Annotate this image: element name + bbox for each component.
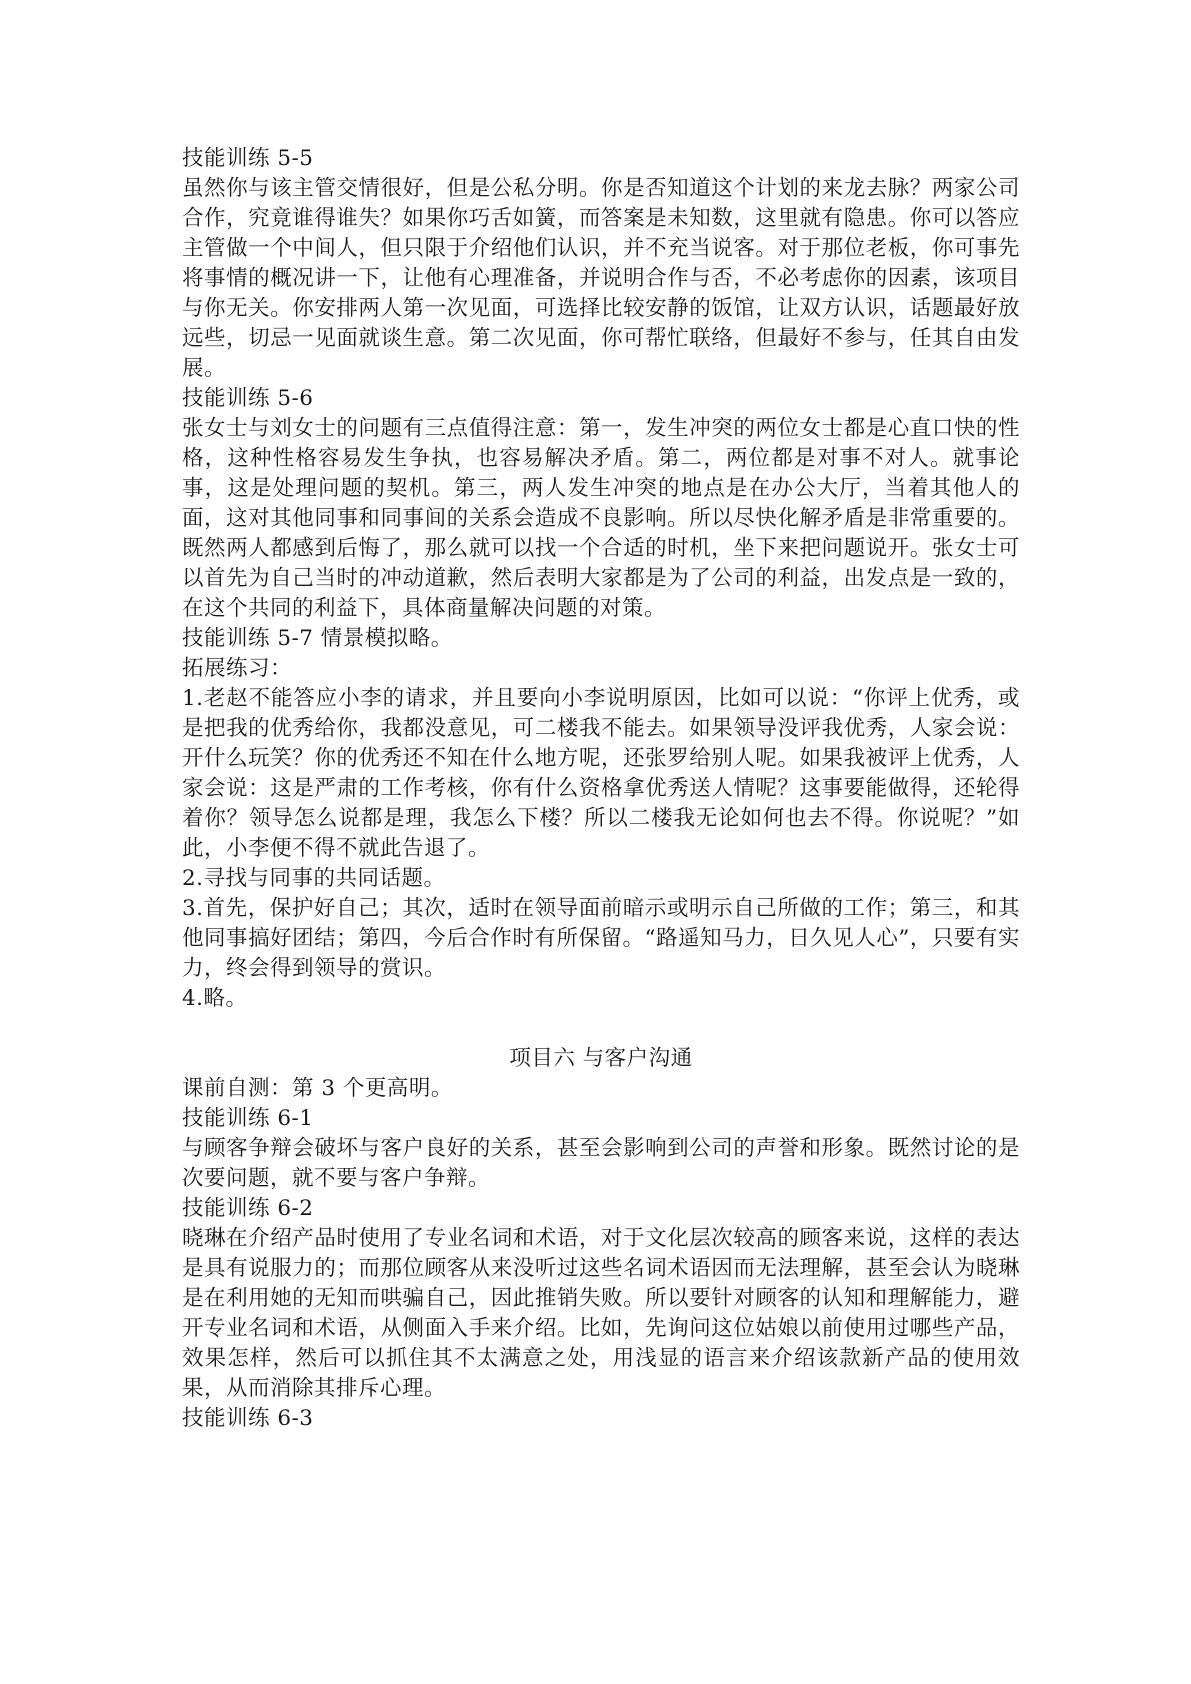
document-page: [182, 144, 1020, 1434]
extension-item-1: 1.老赵不能答应小李的请求，并且要向小李说明原因，比如可以说：“你评上优秀，或是把我的优秀给你，我都没意见，可二楼我不能去。如果领导没评我优秀，人家会说：开什么玩笑？你的优秀还不知在什么地方呢，还张罗给别人呢。如果我被评上优秀，人家会说：这是严肃的工作考核，你有什么资格拿优秀送人情呢？这事要能做得，还轮得着你？领导怎么说都是理，我怎么下楼？所以二楼我无论如何也去不得。你说呢？”如此，小李便不得不就此告退了。: [182, 686, 1020, 861]
extension-item-2: 2.寻找与同事的共同话题。: [182, 866, 446, 891]
section-heading-6-1: 技能训练 6-1: [182, 1106, 314, 1131]
extension-item-4: 4.略。: [182, 986, 248, 1011]
section-heading-6-2: 技能训练 6-2: [182, 1196, 314, 1221]
section-heading-6-3: 技能训练 6-3: [182, 1406, 314, 1431]
section-heading-5-7: 技能训练 5-7 情景模拟略。: [182, 626, 453, 651]
section-heading-extension: 拓展练习：: [182, 656, 293, 681]
section-heading-5-6: 技能训练 5-6: [182, 386, 314, 411]
extension-item-3: 3.首先，保护好自己；其次，适时在领导面前暗示或明示自己所做的工作；第三，和其他同事搞好团结；第四，今后合作时有所保留。“路遥知马力，日久见人心”，只要有实力，终会得到领导的赏识。: [182, 896, 1020, 981]
paragraph-5-5-answer: 虽然你与该主管交情很好，但是公私分明。你是否知道这个计划的来龙去脉？两家公司合作，究竟谁得谁失？如果你巧舌如簧，而答案是未知数，这里就有隐患。你可以答应主管做一个中间人，但只限于介绍他们认识，并不充当说客。对于那位老板，你可事先将事情的概况讲一下，让他有心理准备，并说明合作与否，不必考虑你的因素，该项目与你无关。你安排两人第一次见面，可选择比较安静的饭馆，让双方认识，话题最好放远些，切忌一见面就谈生意。第二次见面，你可帮忙联络，但最好不参与，任其自由发展。: [182, 176, 1020, 381]
section-heading-5-5: 技能训练 5-5: [182, 146, 314, 171]
paragraph-6-2-answer: 晓琳在介绍产品时使用了专业名词和术语，对于文化层次较高的顾客来说，这样的表达是具有说服力的；而那位顾客从来没听过这些名词术语因而无法理解，甚至会认为晓琳是在利用她的无知而哄骗自己，因此推销失败。所以要针对顾客的认知和理解能力，避开专业名词和术语，从侧面入手来介绍。比如，先询问这位姑娘以前使用过哪些产品，效果怎样，然后可以抓住其不太满意之处，用浅显的语言来介绍该款新产品的使用效果，从而消除其排斥心理。: [182, 1226, 1020, 1401]
pre-class-self-test: 课前自测：第 3 个更高明。: [182, 1076, 453, 1101]
paragraph-5-6-answer: 张女士与刘女士的问题有三点值得注意：第一，发生冲突的两位女士都是心直口快的性格，这种性格容易发生争执，也容易解决矛盾。第二，两位都是对事不对人。就事论事，这是处理问题的契机。第三，两人发生冲突的地点是在办公大厅，当着其他人的面，这对其他同事和同事间的关系会造成不良影响。所以尽快化解矛盾是非常重要的。既然两人都感到后悔了，那么就可以找一个合适的时机，坐下来把问题说开。张女士可以首先为自己当时的冲动道歉，然后表明大家都是为了公司的利益，出发点是一致的，在这个共同的利益下，具体商量解决问题的对策。: [182, 416, 1020, 621]
paragraph-6-1-answer: 与顾客争辩会破坏与客户良好的关系，甚至会影响到公司的声誉和形象。既然讨论的是次要问题，就不要与客户争辩。: [182, 1136, 1020, 1191]
chapter-title: 项目六 与客户沟通: [509, 1046, 693, 1071]
spacer: [182, 1014, 1020, 1044]
